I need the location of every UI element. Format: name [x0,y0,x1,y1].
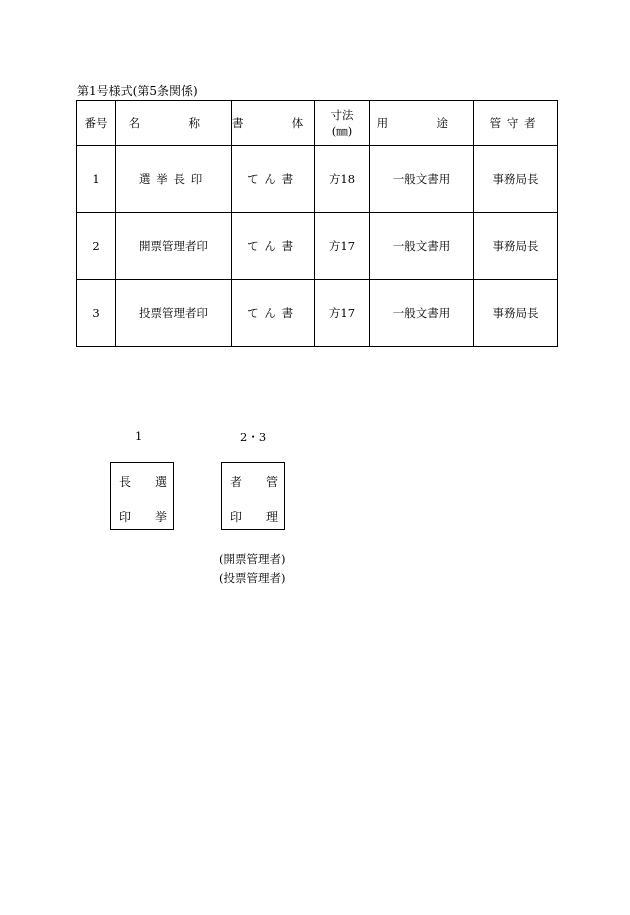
seal-char: 印 [229,510,242,524]
header-name: 名 称 [116,101,232,146]
table-row [77,146,558,213]
row-size: 方17 [315,213,370,280]
row-number: 1 [77,146,116,213]
row-script: てん書 [232,213,315,280]
row-size: 方17 [315,280,370,347]
header-custodian: 管守者 [474,101,558,146]
seal-char: 選 [154,475,167,489]
header-size [315,101,370,146]
impression-1-label: 1 [135,429,143,443]
table-row [77,280,558,347]
row-name: 選挙長印 [116,146,232,213]
row-number: 2 [77,213,116,280]
impression-caption: (投票管理者) [219,571,286,585]
row-number: 3 [77,280,116,347]
seal-char: 理 [265,510,278,524]
header-number: 番号 [77,101,116,146]
header-size-label: 寸法 [330,108,354,122]
row-use: 一般文書用 [370,213,474,280]
header-size-unit: (㎜) [331,124,353,138]
form-title: 第1号様式(第5条関係) [77,84,198,98]
row-use: 一般文書用 [370,146,474,213]
row-size: 方18 [315,146,370,213]
impression-caption: (開票管理者) [219,552,286,566]
table-header-row [77,101,558,146]
table-row [77,213,558,280]
row-script: てん書 [232,146,315,213]
impression-2-label: 2・3 [240,430,267,444]
seal-char: 印 [118,510,131,524]
row-script: てん書 [232,280,315,347]
seal-char: 者 [229,475,242,489]
seal-char: 長 [118,475,131,489]
row-custodian: 事務局長 [474,280,558,347]
header-use: 用 途 [370,101,474,146]
header-script: 書 体 [232,101,315,146]
seal-table [76,100,558,347]
seal-impression-1 [110,462,174,530]
row-name: 投票管理者印 [116,280,232,347]
seal-impression-2 [221,462,285,530]
row-use: 一般文書用 [370,280,474,347]
seal-char: 挙 [154,510,167,524]
seal-char: 管 [265,475,278,489]
row-custodian: 事務局長 [474,213,558,280]
row-name: 開票管理者印 [116,213,232,280]
row-custodian: 事務局長 [474,146,558,213]
